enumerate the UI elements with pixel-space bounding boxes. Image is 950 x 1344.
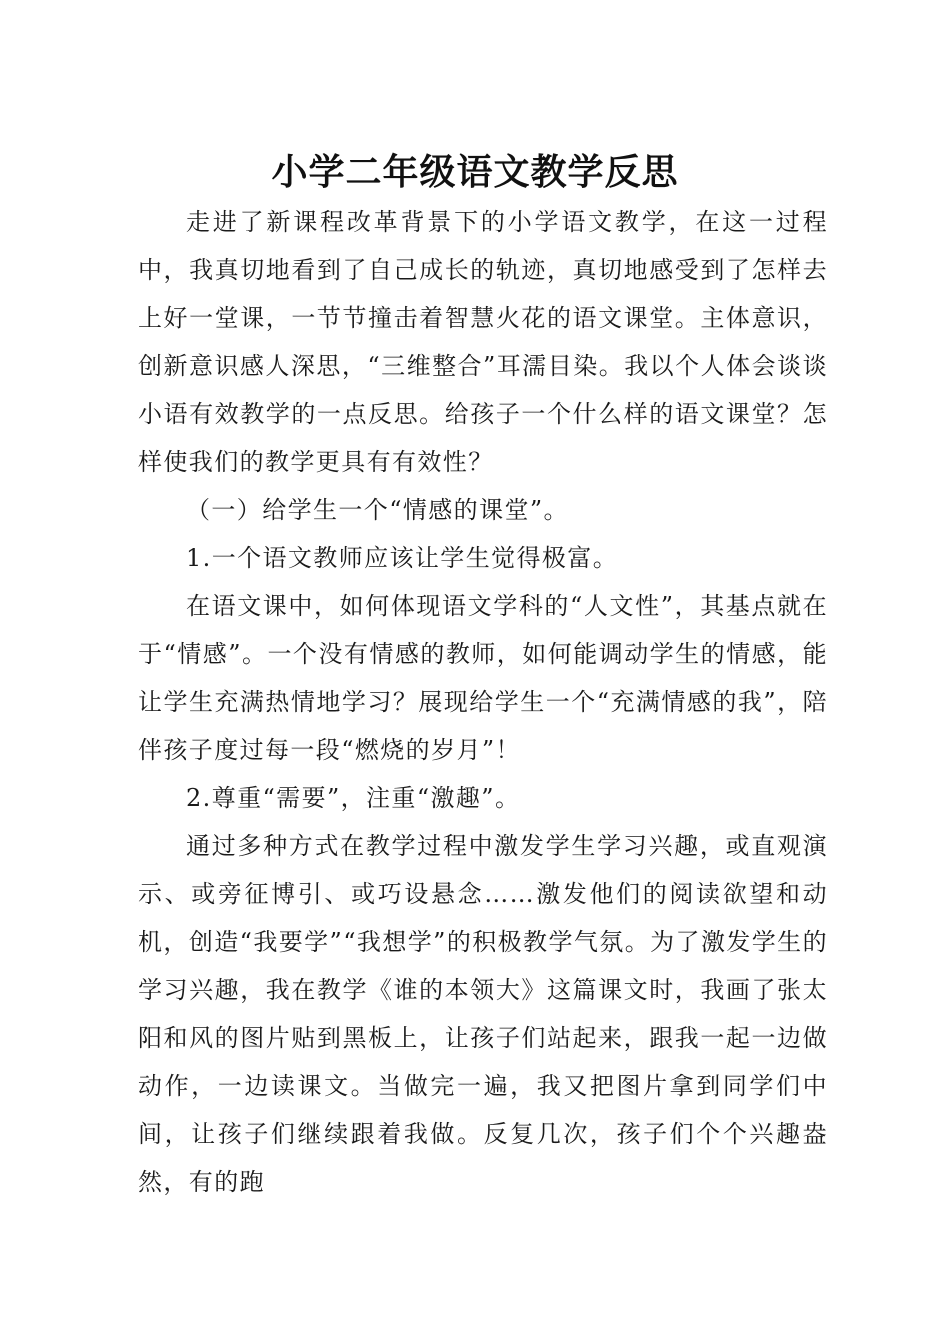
paragraph-emotion: 在语文课中，如何体现语文学科的“人文性”，其基点就在于“情感”。一个没有情感的教师，如何能调动学生的情感，能让学生充满热情地学习？展现给学生一个“充满情感的我”，陪伴孩子度过每一段“燃烧的岁月”！ [138,592,828,764]
section-heading-1: （一）给学生一个“情感的课堂”。 [186,496,569,524]
subsection-heading-1: 1.一个语文教师应该让学生觉得极富。 [186,544,619,572]
document-body [138,198,828,1206]
document-title: 小学二年级语文教学反思 [271,151,679,193]
paragraph-interest: 通过多种方式在教学过程中激发学生学习兴趣，或直观演示、或旁征博引、或巧设悬念……激发他们的阅读欲望和动机，创造“我要学”“我想学”的积极教学气氛。为了激发学生的学习兴趣，我在教学《谁的本领大》这篇课文时，我画了张太阳和风的图片贴到黑板上，让孩子们站起来，跟我一起一边做动作，一边读课文。当做完一遍，我又把图片拿到同学们中间，让孩子们继续跟着我做。反复几次，孩子们个个兴趣盎然，有的跑 [138,832,828,1196]
paragraph-intro: 走进了新课程改革背景下的小学语文教学，在这一过程中，我真切地看到了自己成长的轨迹，真切地感受到了怎样去上好一堂课，一节节撞击着智慧火花的语文课堂。主体意识，创新意识感人深思，“三维整合”耳濡目染。我以个人体会谈谈小语有效教学的一点反思。给孩子一个什么样的语文课堂？怎样使我们的教学更具有有效性？ [138,208,828,476]
subsection-heading-2: 2.尊重“需要”，注重“激趣”。 [186,784,521,812]
